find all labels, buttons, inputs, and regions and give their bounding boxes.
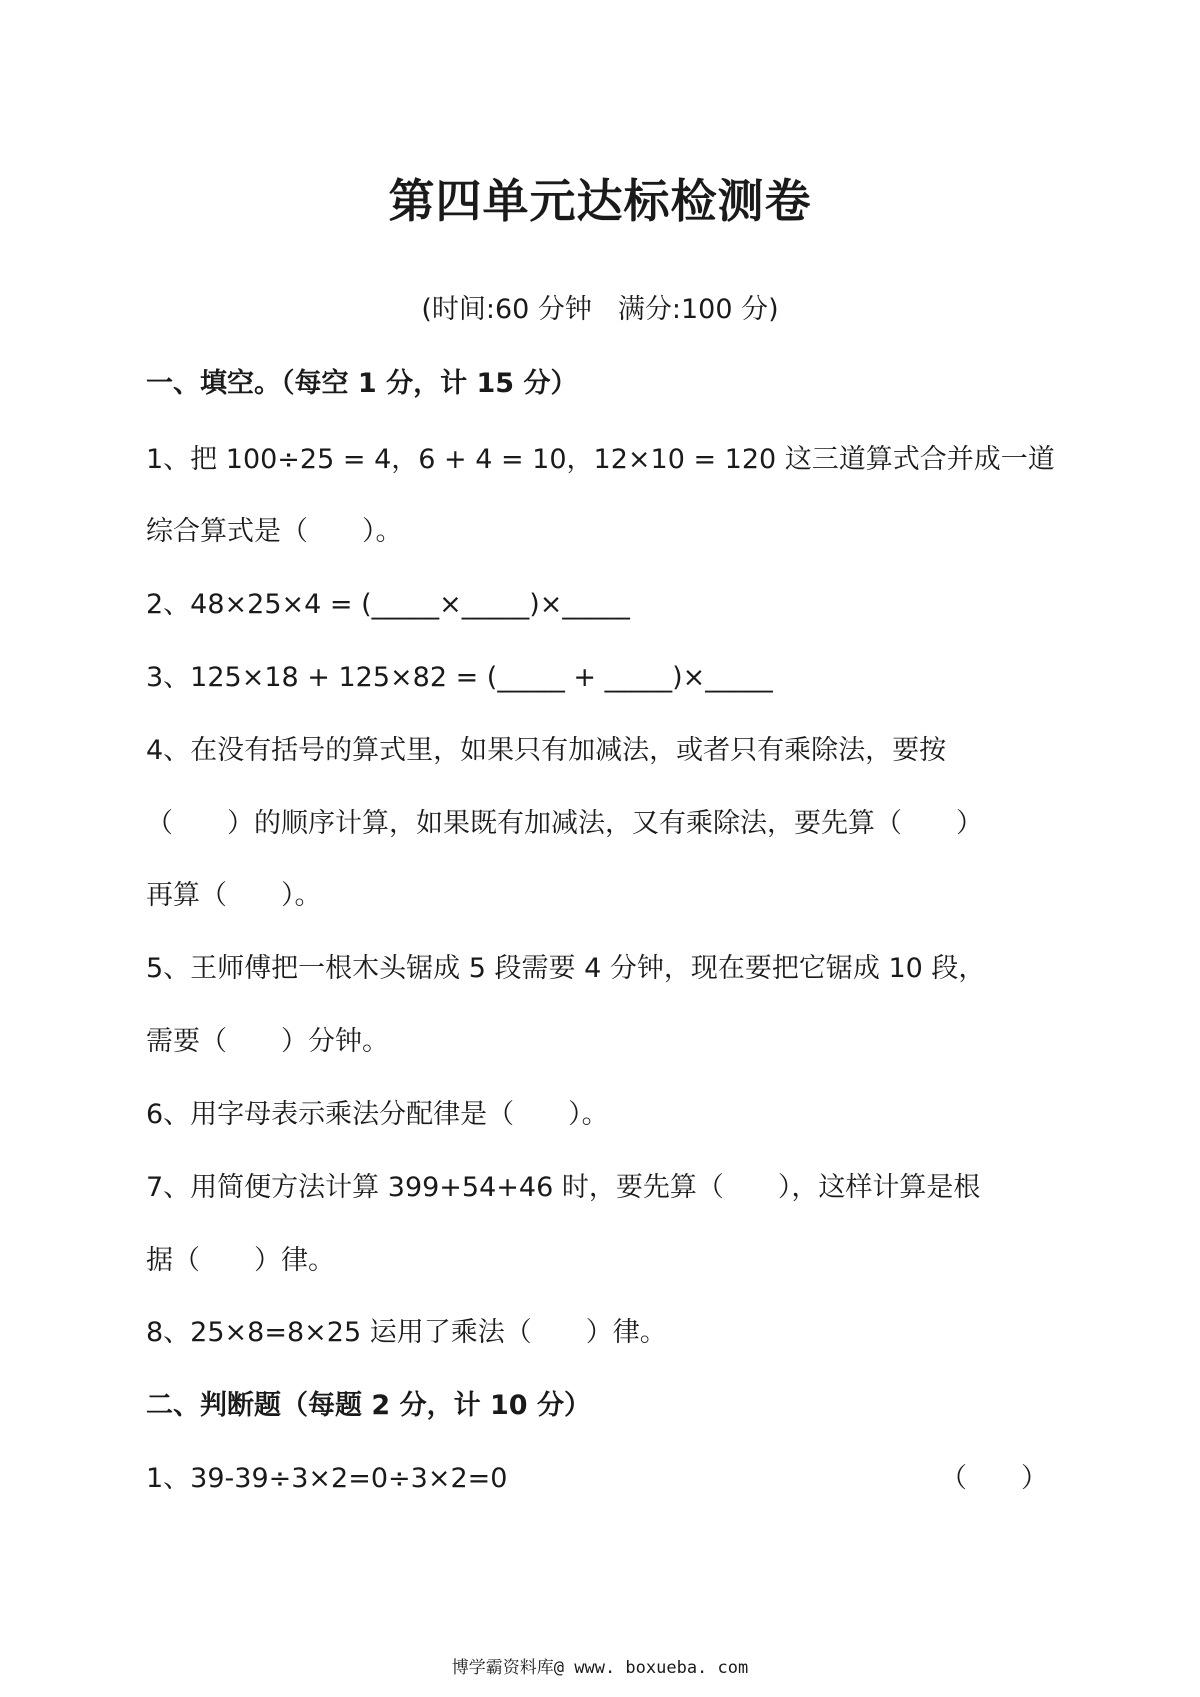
question-5-line-1: 5、王师傅把一根木头锯成 5 段需要 4 分钟，现在要把它锯成 10 段，: [146, 953, 986, 984]
section1-heading: 一、填空。（每空 1 分，计 15 分）: [146, 368, 578, 399]
question-1-line-2: 综合算式是（ ）。: [146, 516, 403, 547]
full-score: 满分:100 分): [617, 294, 779, 325]
watermark-footer: 博学霸资料库@ www. boxueba. com: [451, 1658, 749, 1678]
time-limit: (时间:60 分钟: [421, 294, 592, 325]
question-7-line-1: 7、用简便方法计算 399+54+46 时，要先算（ ），这样计算是根: [146, 1172, 981, 1203]
question-1-line-1: 1、把 100÷25 = 4，6 + 4 = 10，12×10 = 120 这三道算式合并成一道: [146, 444, 1055, 475]
question-6: 6、用字母表示乘法分配律是（ ）。: [146, 1099, 609, 1130]
question-8: 8、25×8=8×25 运用了乘法（ ）律。: [146, 1317, 667, 1348]
question-4-line-3: 再算（ ）。: [146, 880, 322, 911]
exam-info: [0, 296, 1200, 323]
section2-heading: 二、判断题（每题 2 分，计 10 分）: [146, 1390, 591, 1421]
judge-question-1: 1、39-39÷3×2=0÷3×2=0: [146, 1463, 508, 1494]
question-3: 3、125×18 + 125×82 = (_____ + _____)×_____: [146, 662, 773, 693]
question-4-line-2: （ ）的顺序计算，如果既有加减法，又有乘除法，要先算（ ）: [146, 808, 983, 839]
page-title: 第四单元达标检测卷: [388, 174, 812, 228]
question-7-line-2: 据（ ）律。: [146, 1245, 335, 1276]
question-4-line-1: 4、在没有括号的算式里，如果只有加减法，或者只有乘除法，要按: [146, 735, 947, 766]
question-2: 2、48×25×4 = (_____×_____)×_____: [146, 589, 630, 620]
judge-answer-blank: （ ）: [940, 1463, 1048, 1494]
question-5-line-2: 需要（ ）分钟。: [146, 1026, 389, 1057]
